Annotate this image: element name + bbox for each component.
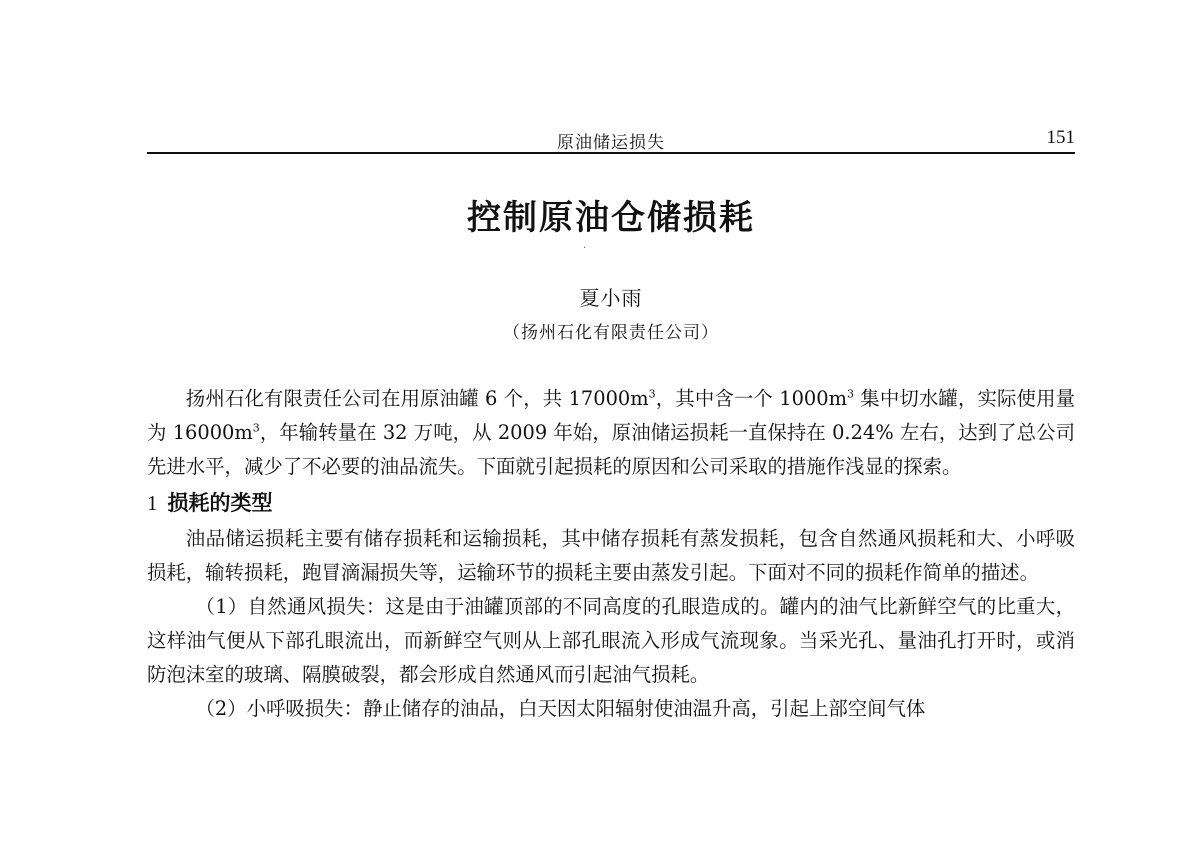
page-number: 151 xyxy=(1046,127,1075,148)
article-title: 控制原油仓储损耗 xyxy=(467,198,755,238)
list-item-small-breathing: （2）小呼吸损失：静止储存的油品，白天因太阳辐射使油温升高，引起上部空间气体 xyxy=(195,697,926,720)
running-header xyxy=(147,126,1075,154)
section-number: 1 xyxy=(147,491,158,515)
author-affiliation: （扬州石化有限责任公司） xyxy=(503,323,719,343)
intro-superscript-3: 3 xyxy=(252,421,260,435)
title-mark: · xyxy=(583,243,587,254)
section-paragraph: 油品储运损耗主要有储存损耗和运输损耗，其中储存损耗有蒸发损耗，包含自然通风损耗和大、小呼吸损耗，输转损耗，跑冒滴漏损失等，运输环节的损耗主要由蒸发引起。下面对不同的损耗作简单的描述。 xyxy=(147,527,1075,584)
section-heading xyxy=(147,484,1075,522)
intro-text-1: 扬州石化有限责任公司在用原油罐 6 个，共 17000m xyxy=(185,387,649,410)
intro-text-4: ，年输转量在 32 万吨，从 2009 年始，原油储运损耗一直保持在 0.24% 左右，达到了总公司先进水平，减少了不必要的油品流失。下面就引起损耗的原因和公司采取的措施作浅显的探索。 xyxy=(147,421,1075,478)
intro-text-2: ，其中含一个 1000m xyxy=(655,387,847,410)
article-body xyxy=(147,382,1075,726)
intro-superscript-1: 3 xyxy=(648,387,656,401)
intro-superscript-2: 3 xyxy=(847,387,854,401)
section-title: 损耗的类型 xyxy=(167,491,273,515)
intro-text-3: 集中切水罐，实际使用量为 16000m xyxy=(147,387,1075,444)
running-title: 原油储运损失 xyxy=(557,133,665,153)
intro-paragraph xyxy=(147,382,1075,484)
author-name: 夏小雨 xyxy=(579,286,643,310)
list-item-natural-ventilation: （1）自然通风损失：这是由于油罐顶部的不同高度的孔眼造成的。罐内的油气比新鲜空气的比重大，这样油气便从下部孔眼流出，而新鲜空气则从上部孔眼流入形成气流现象。当采光孔、量油孔打开时，或消防泡沫室的玻璃、隔膜破裂，都会形成自然通风而引起油气损耗。 xyxy=(147,595,1075,686)
